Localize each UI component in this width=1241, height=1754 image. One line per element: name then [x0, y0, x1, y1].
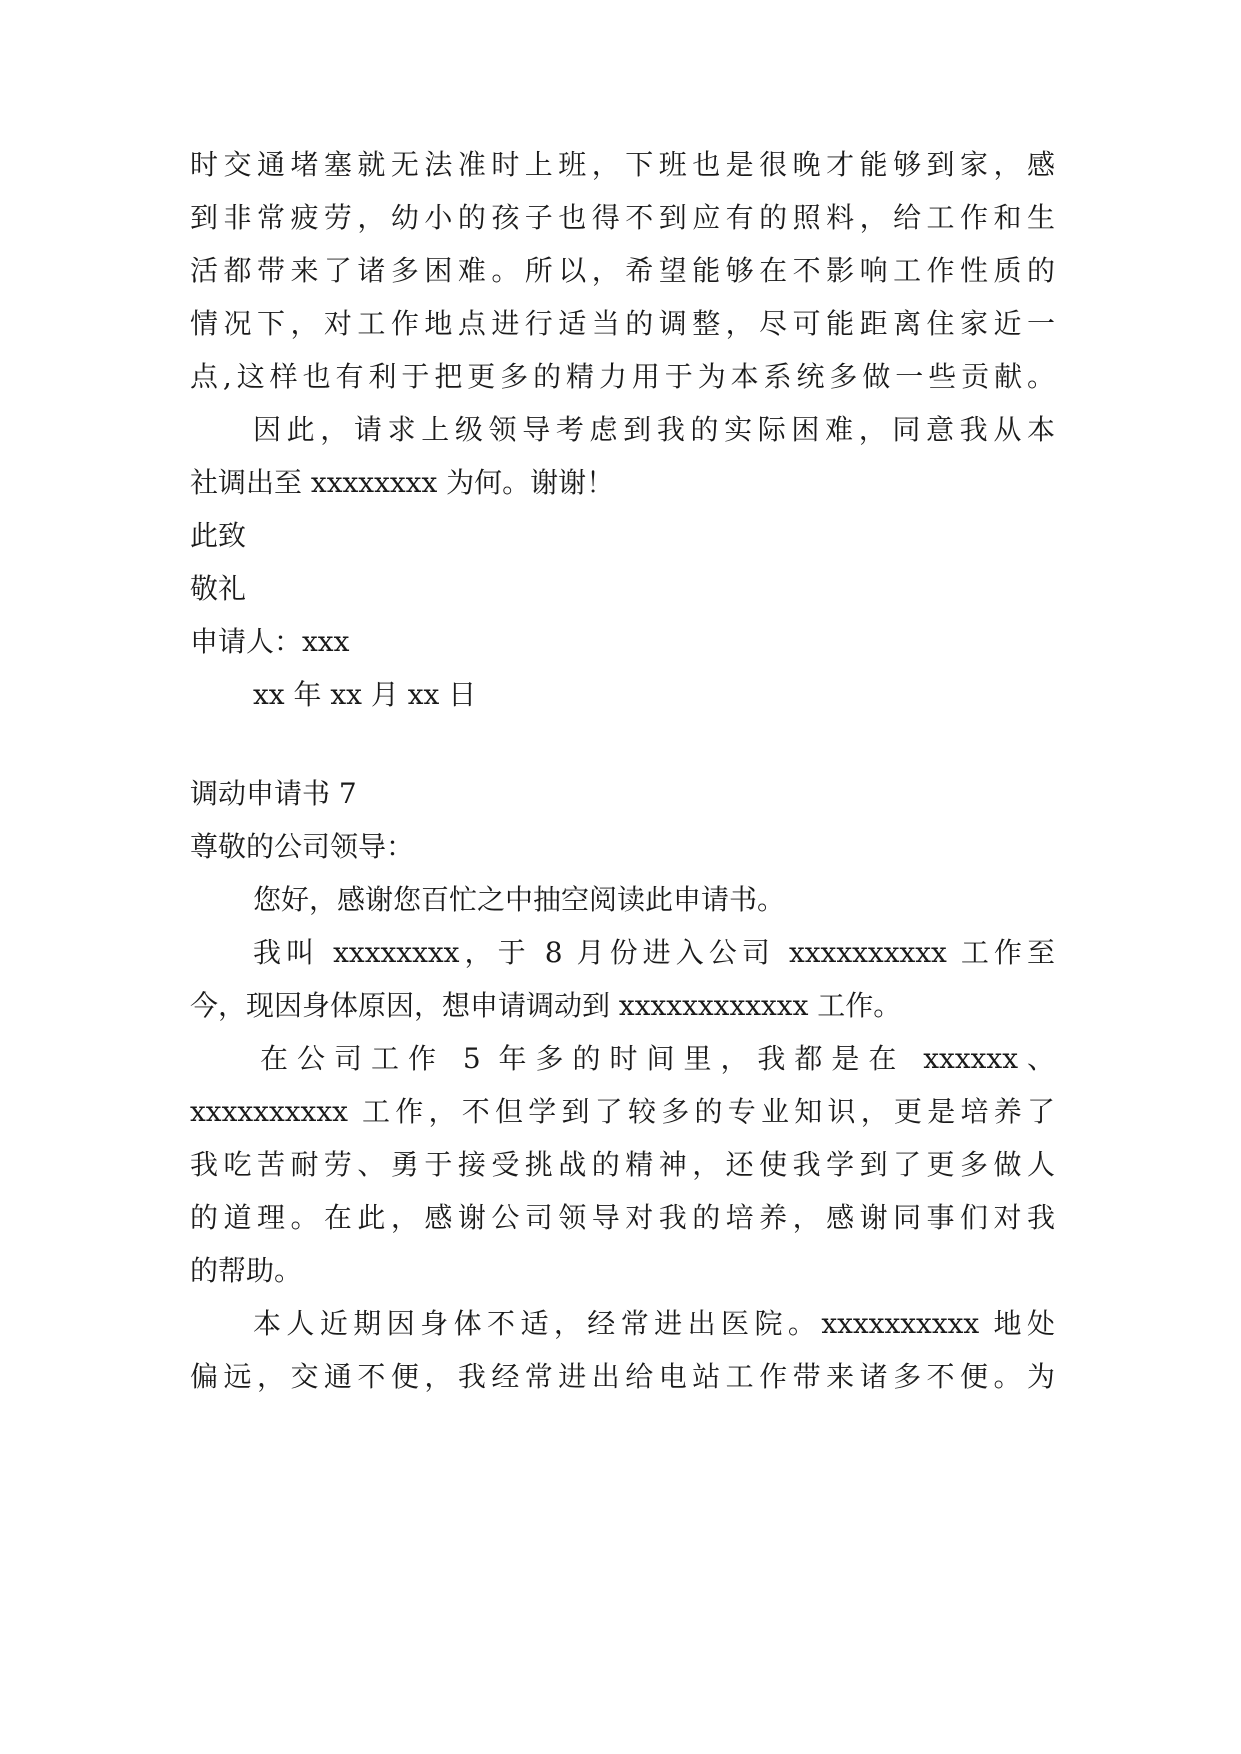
paragraph-line: xxxxxxxxxx 工作，不但学到了较多的专业知识，更是培养了: [190, 1095, 1055, 1128]
closing-salutation: 此致: [190, 519, 247, 552]
paragraph-line: 到非常疲劳，幼小的孩子也得不到应有的照料，给工作和生: [190, 201, 1055, 234]
paragraph-line: 时交通堵塞就无法准时上班，下班也是很晚才能够到家，感: [190, 148, 1055, 181]
paragraph-line: 在公司工作 5 年多的时间里，我都是在 xxxxxx、: [260, 1042, 1055, 1075]
paragraph-line: 我吃苦耐劳、勇于接受挑战的精神，还使我学到了更多做人: [190, 1148, 1055, 1181]
applicant-signature: 申请人：xxx: [190, 625, 350, 658]
letter-greeting: 尊敬的公司领导：: [190, 830, 415, 863]
paragraph-line: 的道理。在此，感谢公司领导对我的培养，感谢同事们对我: [190, 1201, 1055, 1234]
paragraph-line: 情况下，对工作地点进行适当的调整，尽可能距离住家近一: [190, 307, 1055, 340]
paragraph-line: 点,这样也有利于把更多的精力用于为本系统多做一些贡献。: [190, 360, 1055, 393]
paragraph-line: 社调出至 xxxxxxxx 为何。谢谢！: [190, 466, 615, 499]
section-title: 调动申请书 7: [190, 777, 357, 810]
paragraph-line: 的帮助。: [190, 1254, 303, 1287]
letter-date: xx 年 xx 月 xx 日: [253, 678, 477, 711]
paragraph-line: 您好，感谢您百忙之中抽空阅读此申请书。: [253, 883, 786, 916]
closing-regards: 敬礼: [190, 572, 247, 605]
paragraph-line: 今，现因身体原因，想申请调动到 xxxxxxxxxxxx 工作。: [190, 989, 902, 1022]
paragraph-line: 活都带来了诸多困难。所以，希望能够在不影响工作性质的: [190, 254, 1055, 287]
paragraph-line: 因此，请求上级领导考虑到我的实际困难，同意我从本: [253, 413, 1055, 446]
paragraph-line: 偏远，交通不便，我经常进出给电站工作带来诸多不便。为: [190, 1360, 1055, 1393]
paragraph-line: 我叫 xxxxxxxx，于 8 月份进入公司 xxxxxxxxxx 工作至: [253, 936, 1055, 969]
paragraph-line: 本人近期因身体不适，经常进出医院。xxxxxxxxxx 地处: [253, 1307, 1055, 1340]
